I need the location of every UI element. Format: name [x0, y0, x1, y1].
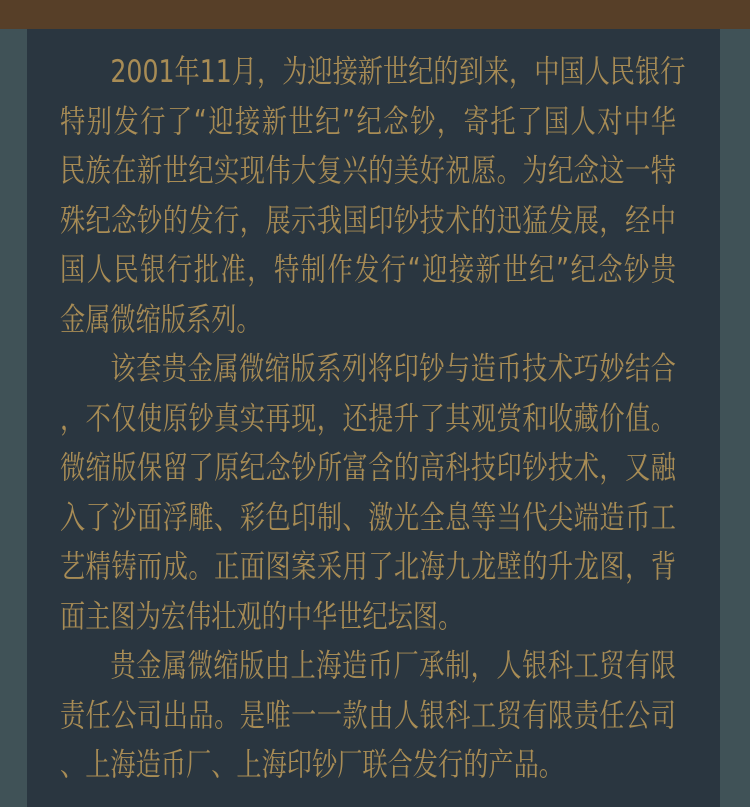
text-line: ，不仅使原钞真实再现，还提升了其观赏和收藏价值。 [60, 400, 676, 437]
text-line: 该套贵金属微缩版系列将印钞与造币技术巧妙结合 [110, 351, 676, 387]
text-line: 贵金属微缩版由上海造币厂承制，人银科工贸有限 [110, 648, 676, 684]
top-banner [0, 0, 750, 29]
text-line: 民族在新世纪实现伟大复兴的美好祝愿。为纪念这一特 [60, 153, 676, 189]
text-line: 、上海造币厂、上海印钞厂联合发行的产品。 [60, 747, 565, 783]
text-line: 2001年11月，为迎接新世纪的到来，中国人民银行 [110, 54, 686, 90]
text-line: 责任公司出品。是唯一一款由人银科工贸有限责任公司 [60, 697, 676, 734]
text-line: 入了沙面浮雕、彩色印制、激光全息等当代尖端造币工 [60, 499, 676, 536]
text-line: 金属微缩版系列。 [60, 301, 262, 338]
text-line: 殊纪念钞的发行，展示我国印钞技术的迅猛发展，经中 [60, 202, 676, 239]
text-line: 面主图为宏伟壮观的中华世纪坛图。 [60, 598, 464, 635]
text-line: 艺精铸而成。正面图案采用了北海九龙壁的升龙图，背 [60, 549, 676, 585]
text-line: 微缩版保留了原纪念钞所富含的高科技印钞技术，又融 [60, 450, 676, 486]
content-panel [27, 29, 720, 807]
text-line: 特别发行了“迎接新世纪”纪念钞，寄托了国人对中华 [60, 103, 676, 140]
text-line: 国人民银行批准，特制作发行“迎接新世纪”纪念钞贵 [60, 252, 676, 288]
article-text [60, 48, 686, 791]
